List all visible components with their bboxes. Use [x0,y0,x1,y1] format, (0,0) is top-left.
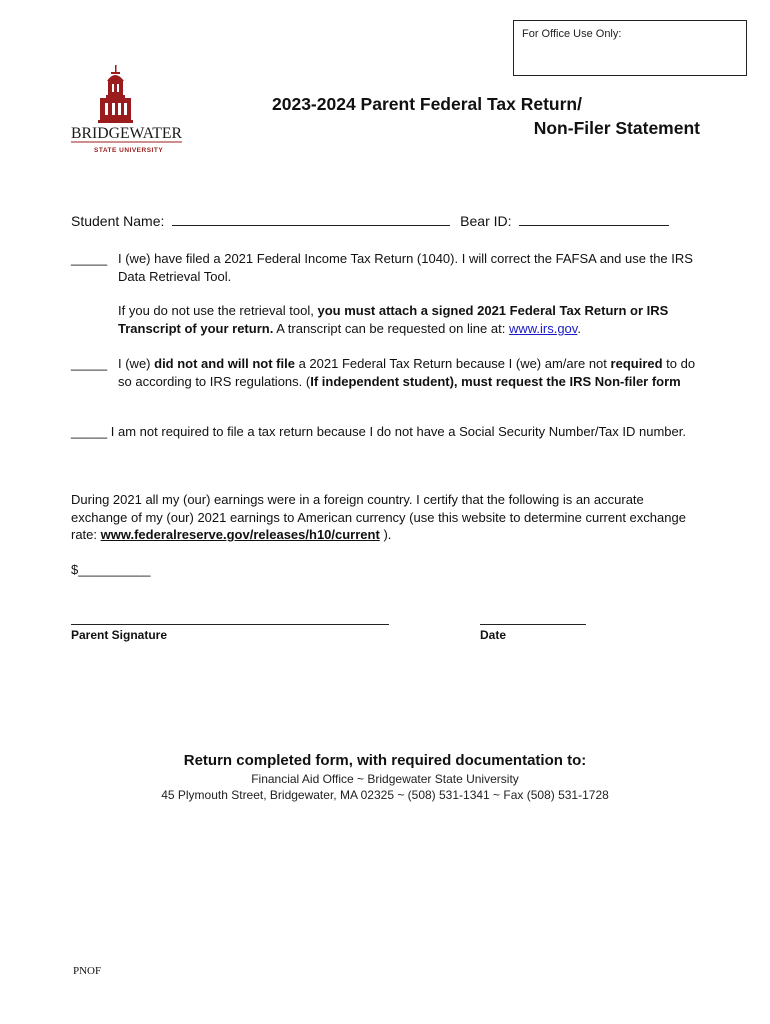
office-address: 45 Plymouth Street, Bridgewater, MA 02325 ~ (508) 531-1341 ~ Fax (508) 531-1728 [161,788,609,802]
foreign-earnings-statement: During 2021 all my (our) earnings were in a foreign country. I certify that the following is an accurate exchange of my (our) 2021 earnings to American currency (use this website to determine current exchange rate: www.federalreserve.gov/releases/h10/current ). [71,492,686,543]
option-2-text: I (we) did not and will not file a 2021 Federal Tax Return because I (we) am/are not required to do so according to IRS regulations. (If independent student), must request the IRS Non-filer form [118,356,696,389]
return-instructions-heading: Return completed form, with required documentation to: [183,752,587,769]
federal-reserve-link[interactable]: www.federalreserve.gov/releases/h10/current [100,527,380,543]
parent-signature-line[interactable] [71,624,389,625]
option-3-text: I am not required to file a tax return because I do not have a Social Security Number/Tax ID number. [110,424,686,439]
bell-tower-icon [70,63,188,155]
option-1-check-blank[interactable]: _____ [71,251,108,266]
option-3-check-blank[interactable]: _____ [71,424,108,439]
option-1-instructions: If you do not use the retrieval tool, you must attach a signed 2021 Federal Tax Return or IRS Transcript of your return. A transcript can be requested on line at: www.irs.gov. [118,303,669,336]
office-name: Financial Aid Office ~ Bridgewater State University [251,772,519,786]
irs-link[interactable]: www.irs.gov [508,320,578,336]
bear-id-label: Bear ID: [460,213,512,229]
parent-signature-label: Parent Signature [71,628,168,642]
student-name-field[interactable] [172,213,450,226]
bridgewater-logo [70,63,188,155]
office-use-box [513,20,747,76]
student-info-row [71,213,669,229]
option-filed-return [71,250,711,337]
option-1-text: I (we) have filed a 2021 Federal Income Tax Return (1040). I will correct the FAFSA and use the IRS Data Retrieval Tool. [118,251,693,284]
bear-id-field[interactable] [519,213,669,226]
title-line-2: Non-Filer Statement [533,118,700,138]
date-label: Date [480,628,507,642]
form-code: PNOF [73,965,102,977]
student-name-label: Student Name: [71,213,165,229]
logo-wordmark: BRIDGEWATER [71,125,183,142]
logo-subtitle: STATE UNIVERSITY [94,147,164,154]
title-line-1: 2023-2024 Parent Federal Tax Return/ [272,94,582,114]
page-title [262,92,702,140]
option-2-check-blank[interactable]: _____ [71,356,108,371]
date-line[interactable] [480,624,586,625]
office-use-label: For Office Use Only: [522,28,622,40]
option-non-filer [71,355,711,390]
foreign-amount-field[interactable]: $__________ [71,562,151,577]
option-no-ssn [71,423,701,441]
